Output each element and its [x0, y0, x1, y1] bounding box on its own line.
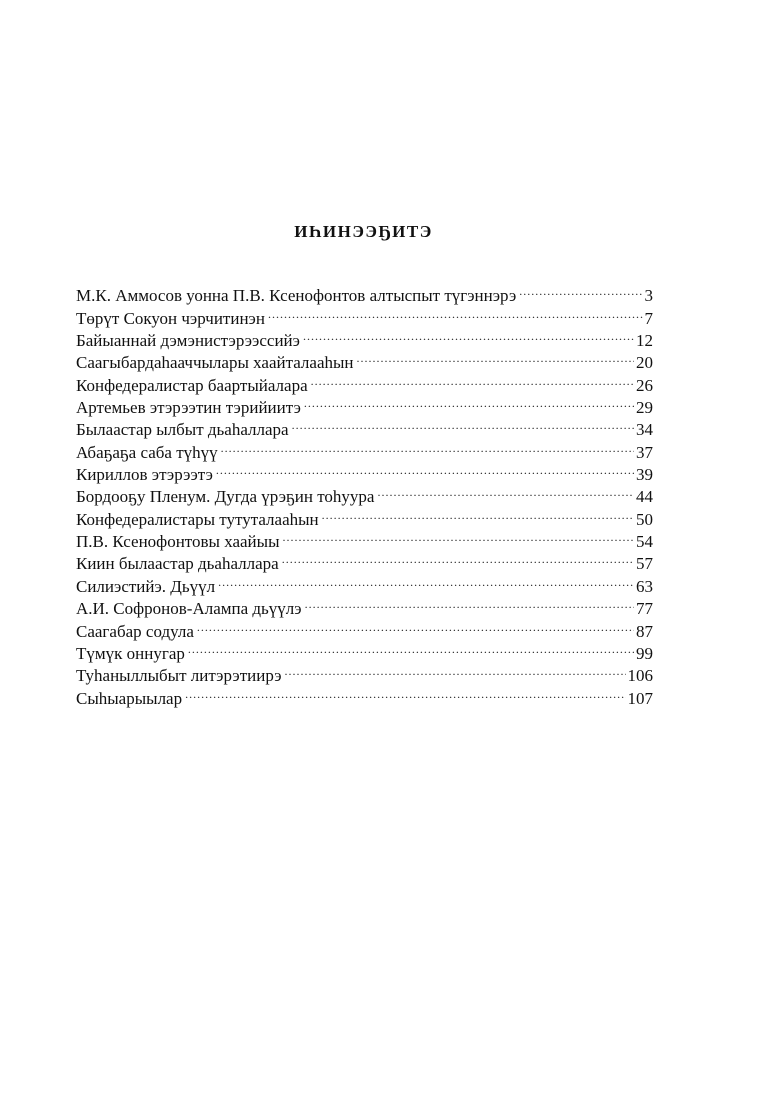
toc-entry-page-number: 39 — [636, 465, 653, 485]
dot-leader — [303, 324, 634, 346]
toc-entry-page-number: 54 — [636, 532, 653, 552]
toc-entry-page-number: 87 — [636, 621, 653, 641]
toc-entry-title: А.И. Софронов-Алампа дьүүлэ — [76, 599, 302, 619]
toc-entry-page-number: 106 — [627, 666, 653, 686]
toc-entry-page-number: 44 — [636, 487, 653, 507]
toc-entry-title: Артемьев этэрээтин тэрийиитэ — [76, 398, 301, 418]
toc-entry-page-number: 50 — [636, 509, 653, 529]
toc-entry-page-number: 34 — [636, 420, 653, 440]
toc-entry-title: Абаҕаҕа саба түһүү — [76, 442, 218, 462]
toc-entry-title: Төрүт Сокуон чэрчитинэн — [76, 308, 265, 328]
dot-leader — [218, 569, 634, 591]
toc-entry-title: Сыһыарыылар — [76, 688, 183, 708]
toc-entry-title: Саагыбардаһааччылары хаайталааһын — [76, 353, 354, 373]
dot-leader — [285, 659, 626, 681]
toc-entry-title: Түмүк оннугар — [76, 643, 185, 663]
dot-leader — [188, 637, 634, 659]
toc-entry-title: Силиэстийэ. Дьүүл — [76, 576, 216, 596]
toc-title: ИҺИНЭЭҔИТЭ — [294, 222, 433, 241]
toc-entry-title: Байыаннай дэмэнистэрээссийэ — [76, 331, 300, 351]
toc-entry-title: П.В. Ксенофонтовы хаайыы — [76, 532, 280, 552]
dot-leader — [304, 391, 634, 413]
toc-entry-page-number: 12 — [636, 331, 653, 351]
dot-leader — [311, 368, 634, 390]
table-of-contents — [76, 279, 653, 708]
dot-leader — [185, 681, 625, 703]
toc-entry-page-number: 7 — [644, 308, 653, 328]
toc-entry-title: Конфедералистар баартыйалара — [76, 375, 308, 395]
toc-entry-page-number: 99 — [636, 643, 653, 663]
dot-leader — [305, 592, 634, 614]
toc-entry-title: М.К. Аммосов уонна П.В. Ксенофонтов алтыспыт түгэннэрэ — [76, 286, 517, 306]
toc-entry-page-number: 20 — [636, 353, 653, 373]
toc-entry-title: Кириллов этэрээтэ — [76, 465, 213, 485]
toc-entry-title: Конфедералистары тутуталааһын — [76, 509, 319, 529]
dot-leader — [292, 413, 634, 435]
toc-entry-page-number: 77 — [636, 599, 653, 619]
toc-entry-page-number: 63 — [636, 576, 653, 596]
toc-entry-page-number: 26 — [636, 375, 653, 395]
dot-leader — [377, 480, 634, 502]
toc-entry-page-number: 29 — [636, 398, 653, 418]
toc-entry-page-number: 3 — [644, 286, 653, 306]
toc-entry-title: Туһаныллыбыт литэрэтиирэ — [76, 666, 282, 686]
toc-entry-title: Былаастар ылбыт дьаһаллара — [76, 420, 289, 440]
dot-leader — [197, 614, 634, 636]
dot-leader — [216, 458, 634, 480]
toc-entry-page-number: 37 — [636, 442, 653, 462]
toc-entry-title: Бордооҕу Пленум. Дугда үрэҕин тоһуура — [76, 487, 375, 507]
dot-leader — [282, 547, 634, 569]
dot-leader — [268, 301, 643, 323]
toc-entry-title: Киин былаастар дьаһаллара — [76, 554, 279, 574]
toc-entry-page-number: 107 — [627, 688, 653, 708]
dot-leader — [221, 435, 634, 457]
dot-leader — [322, 502, 634, 524]
dot-leader — [519, 279, 642, 301]
dot-leader — [357, 346, 634, 368]
toc-entry-title: Саагабар содула — [76, 621, 194, 641]
toc-entry-page-number: 57 — [636, 554, 653, 574]
toc-entry — [76, 279, 653, 306]
dot-leader — [283, 525, 634, 547]
